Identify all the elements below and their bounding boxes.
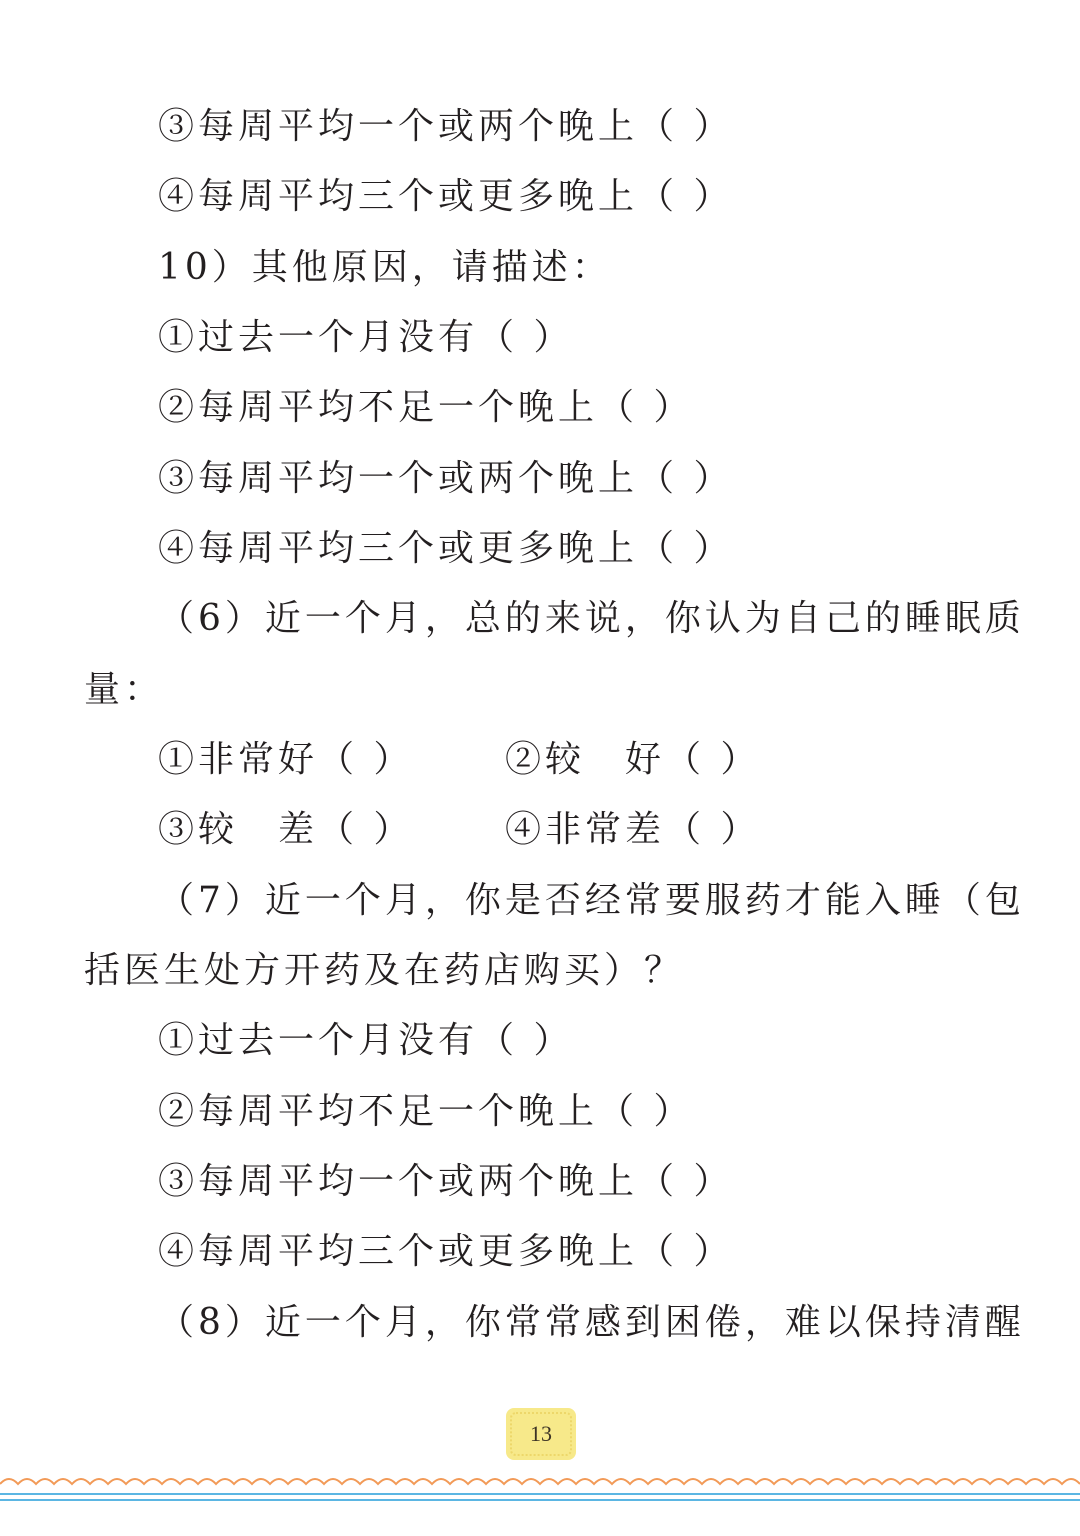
option-line: ③每周平均一个或两个晚上（ ）	[158, 458, 734, 499]
option-line: ①过去一个月没有（ ）	[158, 1020, 574, 1061]
subquestion-heading: 10）其他原因，请描述：	[158, 247, 612, 288]
option-line: ②每周平均不足一个晚上（ ）	[158, 387, 694, 428]
option-line: ①过去一个月没有（ ）	[158, 317, 574, 358]
wavy-border	[0, 1479, 1080, 1484]
option-line: ③每周平均一个或两个晚上（ ）	[158, 106, 734, 147]
question-7-line-1: （7）近一个月，你是否经常要服药才能入睡（包	[158, 880, 1025, 921]
option-line: ④非常差（ ）	[505, 809, 761, 850]
option-line: ④每周平均三个或更多晚上（ ）	[158, 176, 734, 217]
question-6-line-1: （6）近一个月，总的来说，你认为自己的睡眠质	[158, 598, 1025, 639]
option-line: ①非常好（ ）	[158, 739, 414, 780]
option-line: ④每周平均三个或更多晚上（ ）	[158, 528, 734, 569]
option-line: ②每周平均不足一个晚上（ ）	[158, 1091, 694, 1132]
page-number: 13	[530, 1421, 552, 1446]
option-line: ③较 差（ ）	[158, 809, 414, 850]
option-line: ④每周平均三个或更多晚上（ ）	[158, 1231, 734, 1272]
question-6-line-2: 量：	[84, 669, 165, 710]
page-number-badge	[506, 1408, 576, 1460]
question-7-line-2: 括医生处方开药及在药店购买）？	[84, 950, 685, 991]
option-line: ②较 好（ ）	[505, 739, 761, 780]
footer-decoration	[0, 1472, 1080, 1512]
question-8-line-1: （8）近一个月，你常常感到困倦，难以保持清醒	[158, 1302, 1025, 1343]
option-line: ③每周平均一个或两个晚上（ ）	[158, 1161, 734, 1202]
